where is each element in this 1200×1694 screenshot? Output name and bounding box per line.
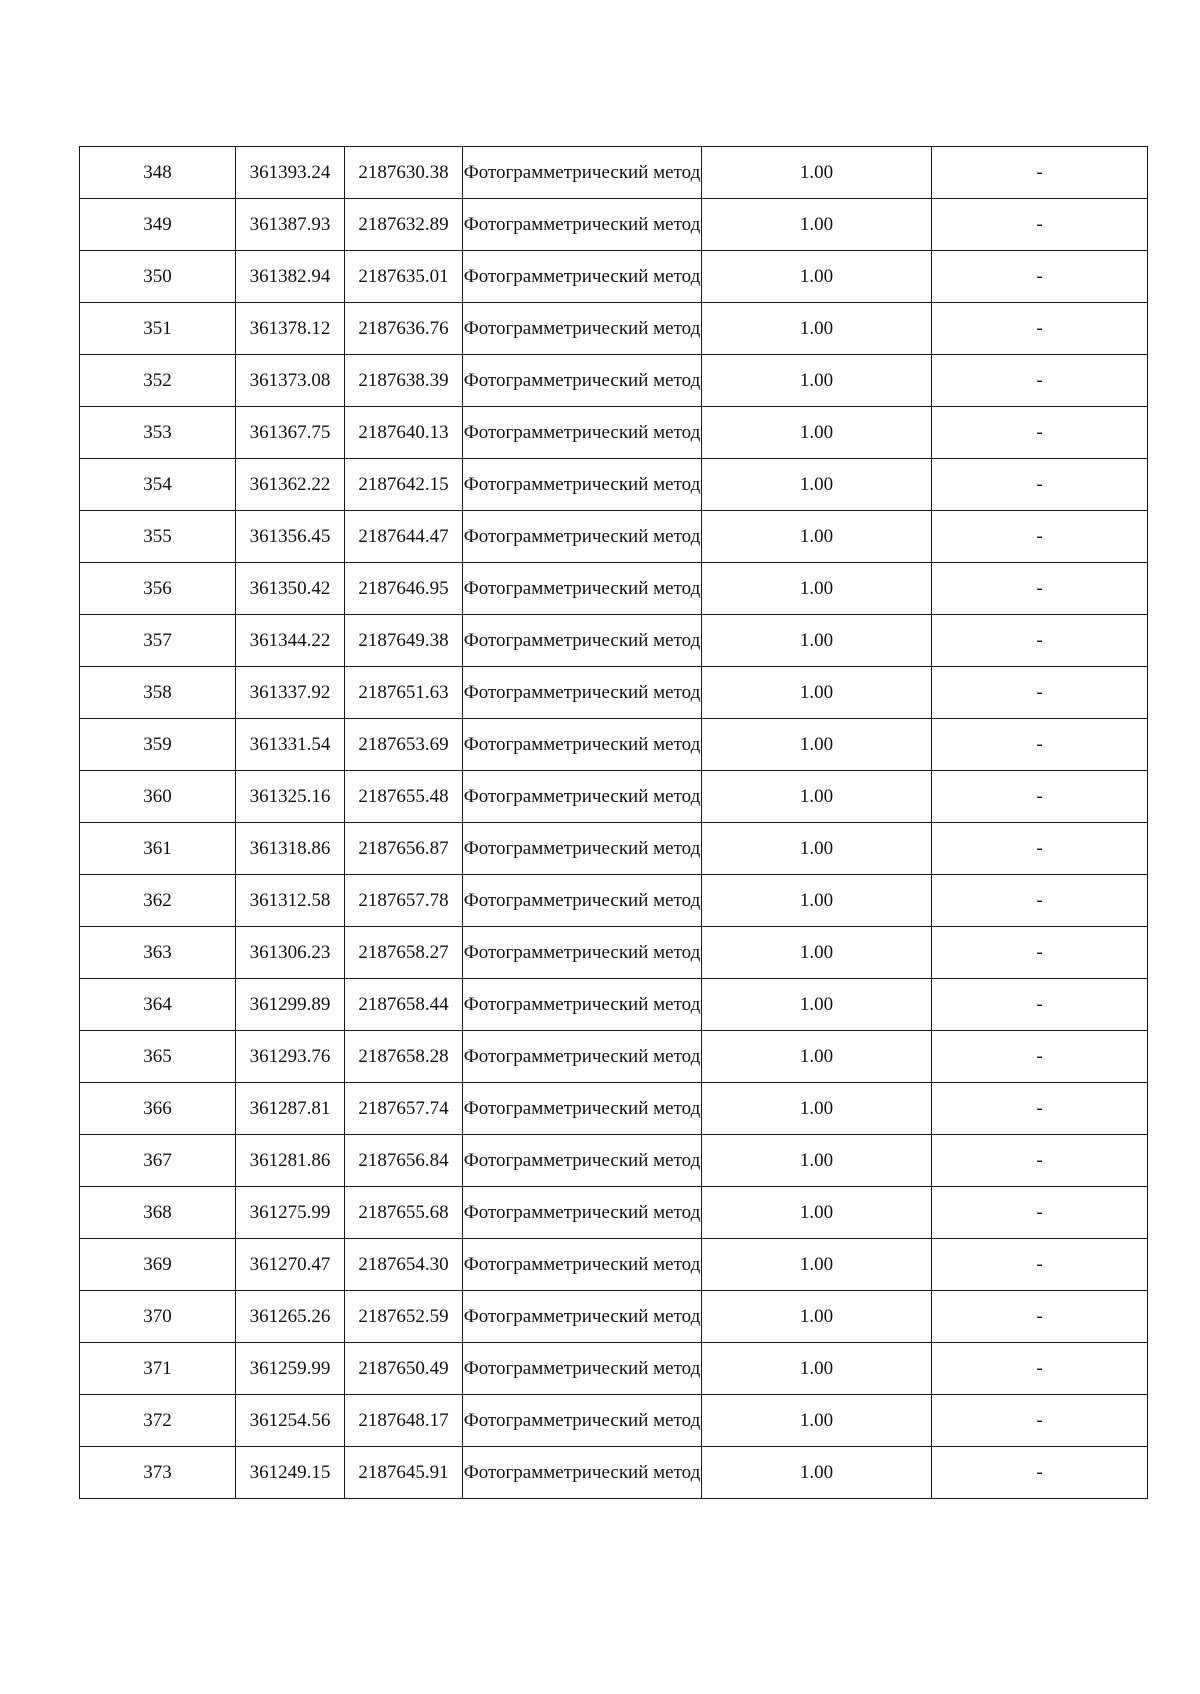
note-cell: - bbox=[932, 303, 1148, 355]
point-number-cell: 367 bbox=[80, 1135, 236, 1187]
method-cell: Фотограмметрический метод bbox=[463, 927, 702, 979]
note-cell: - bbox=[932, 563, 1148, 615]
table-row bbox=[80, 1239, 1148, 1291]
y-coordinate-cell: 2187642.15 bbox=[345, 459, 463, 511]
y-coordinate-cell: 2187655.68 bbox=[345, 1187, 463, 1239]
x-coordinate-cell: 361337.92 bbox=[236, 667, 345, 719]
x-coordinate-cell: 361393.24 bbox=[236, 147, 345, 199]
x-coordinate-cell: 361367.75 bbox=[236, 407, 345, 459]
method-cell: Фотограмметрический метод bbox=[463, 979, 702, 1031]
accuracy-cell: 1.00 bbox=[702, 771, 932, 823]
accuracy-cell: 1.00 bbox=[702, 823, 932, 875]
method-cell: Фотограмметрический метод bbox=[463, 1083, 702, 1135]
x-coordinate-cell: 361318.86 bbox=[236, 823, 345, 875]
x-coordinate-cell: 361299.89 bbox=[236, 979, 345, 1031]
method-cell: Фотограмметрический метод bbox=[463, 563, 702, 615]
method-cell: Фотограмметрический метод bbox=[463, 1187, 702, 1239]
note-cell: - bbox=[932, 771, 1148, 823]
table-row bbox=[80, 1083, 1148, 1135]
method-cell: Фотограмметрический метод bbox=[463, 511, 702, 563]
point-number-cell: 351 bbox=[80, 303, 236, 355]
note-cell: - bbox=[932, 979, 1148, 1031]
y-coordinate-cell: 2187656.84 bbox=[345, 1135, 463, 1187]
accuracy-cell: 1.00 bbox=[702, 875, 932, 927]
note-cell: - bbox=[932, 1395, 1148, 1447]
x-coordinate-cell: 361270.47 bbox=[236, 1239, 345, 1291]
point-number-cell: 361 bbox=[80, 823, 236, 875]
point-number-cell: 350 bbox=[80, 251, 236, 303]
point-number-cell: 365 bbox=[80, 1031, 236, 1083]
table-row bbox=[80, 927, 1148, 979]
y-coordinate-cell: 2187653.69 bbox=[345, 719, 463, 771]
note-cell: - bbox=[932, 511, 1148, 563]
x-coordinate-cell: 361249.15 bbox=[236, 1447, 345, 1499]
x-coordinate-cell: 361265.26 bbox=[236, 1291, 345, 1343]
accuracy-cell: 1.00 bbox=[702, 1187, 932, 1239]
note-cell: - bbox=[932, 251, 1148, 303]
y-coordinate-cell: 2187657.74 bbox=[345, 1083, 463, 1135]
point-number-cell: 373 bbox=[80, 1447, 236, 1499]
accuracy-cell: 1.00 bbox=[702, 979, 932, 1031]
x-coordinate-cell: 361378.12 bbox=[236, 303, 345, 355]
coordinates-table-body bbox=[80, 147, 1148, 1499]
note-cell: - bbox=[932, 823, 1148, 875]
method-cell: Фотограмметрический метод bbox=[463, 147, 702, 199]
method-cell: Фотограмметрический метод bbox=[463, 875, 702, 927]
accuracy-cell: 1.00 bbox=[702, 303, 932, 355]
y-coordinate-cell: 2187648.17 bbox=[345, 1395, 463, 1447]
accuracy-cell: 1.00 bbox=[702, 355, 932, 407]
method-cell: Фотограмметрический метод bbox=[463, 823, 702, 875]
y-coordinate-cell: 2187658.27 bbox=[345, 927, 463, 979]
table-row bbox=[80, 615, 1148, 667]
note-cell: - bbox=[932, 615, 1148, 667]
note-cell: - bbox=[932, 199, 1148, 251]
method-cell: Фотограмметрический метод bbox=[463, 251, 702, 303]
x-coordinate-cell: 361275.99 bbox=[236, 1187, 345, 1239]
table-row bbox=[80, 511, 1148, 563]
note-cell: - bbox=[932, 355, 1148, 407]
x-coordinate-cell: 361382.94 bbox=[236, 251, 345, 303]
point-number-cell: 352 bbox=[80, 355, 236, 407]
y-coordinate-cell: 2187657.78 bbox=[345, 875, 463, 927]
note-cell: - bbox=[932, 147, 1148, 199]
x-coordinate-cell: 361331.54 bbox=[236, 719, 345, 771]
table-row bbox=[80, 251, 1148, 303]
x-coordinate-cell: 361362.22 bbox=[236, 459, 345, 511]
accuracy-cell: 1.00 bbox=[702, 1343, 932, 1395]
accuracy-cell: 1.00 bbox=[702, 1291, 932, 1343]
accuracy-cell: 1.00 bbox=[702, 1447, 932, 1499]
y-coordinate-cell: 2187630.38 bbox=[345, 147, 463, 199]
y-coordinate-cell: 2187651.63 bbox=[345, 667, 463, 719]
x-coordinate-cell: 361293.76 bbox=[236, 1031, 345, 1083]
table-row bbox=[80, 1395, 1148, 1447]
accuracy-cell: 1.00 bbox=[702, 667, 932, 719]
coordinates-table bbox=[79, 146, 1148, 1499]
method-cell: Фотограмметрический метод bbox=[463, 719, 702, 771]
x-coordinate-cell: 361312.58 bbox=[236, 875, 345, 927]
accuracy-cell: 1.00 bbox=[702, 563, 932, 615]
method-cell: Фотограмметрический метод bbox=[463, 1239, 702, 1291]
table-row bbox=[80, 719, 1148, 771]
point-number-cell: 353 bbox=[80, 407, 236, 459]
accuracy-cell: 1.00 bbox=[702, 251, 932, 303]
table-row bbox=[80, 823, 1148, 875]
note-cell: - bbox=[932, 667, 1148, 719]
method-cell: Фотограмметрический метод bbox=[463, 1395, 702, 1447]
x-coordinate-cell: 361254.56 bbox=[236, 1395, 345, 1447]
table-row bbox=[80, 147, 1148, 199]
point-number-cell: 371 bbox=[80, 1343, 236, 1395]
method-cell: Фотограмметрический метод bbox=[463, 459, 702, 511]
method-cell: Фотограмметрический метод bbox=[463, 1447, 702, 1499]
x-coordinate-cell: 361281.86 bbox=[236, 1135, 345, 1187]
y-coordinate-cell: 2187658.28 bbox=[345, 1031, 463, 1083]
accuracy-cell: 1.00 bbox=[702, 199, 932, 251]
point-number-cell: 359 bbox=[80, 719, 236, 771]
point-number-cell: 357 bbox=[80, 615, 236, 667]
table-row bbox=[80, 199, 1148, 251]
accuracy-cell: 1.00 bbox=[702, 1083, 932, 1135]
table-row bbox=[80, 459, 1148, 511]
table-row bbox=[80, 1187, 1148, 1239]
table-row bbox=[80, 1031, 1148, 1083]
accuracy-cell: 1.00 bbox=[702, 147, 932, 199]
y-coordinate-cell: 2187636.76 bbox=[345, 303, 463, 355]
table-row bbox=[80, 1135, 1148, 1187]
y-coordinate-cell: 2187652.59 bbox=[345, 1291, 463, 1343]
point-number-cell: 356 bbox=[80, 563, 236, 615]
table-row bbox=[80, 1291, 1148, 1343]
y-coordinate-cell: 2187658.44 bbox=[345, 979, 463, 1031]
accuracy-cell: 1.00 bbox=[702, 511, 932, 563]
table-row bbox=[80, 407, 1148, 459]
point-number-cell: 348 bbox=[80, 147, 236, 199]
y-coordinate-cell: 2187654.30 bbox=[345, 1239, 463, 1291]
y-coordinate-cell: 2187632.89 bbox=[345, 199, 463, 251]
accuracy-cell: 1.00 bbox=[702, 1239, 932, 1291]
x-coordinate-cell: 361325.16 bbox=[236, 771, 345, 823]
table-row bbox=[80, 667, 1148, 719]
y-coordinate-cell: 2187646.95 bbox=[345, 563, 463, 615]
method-cell: Фотограмметрический метод bbox=[463, 407, 702, 459]
note-cell: - bbox=[932, 459, 1148, 511]
table-row bbox=[80, 979, 1148, 1031]
point-number-cell: 372 bbox=[80, 1395, 236, 1447]
table-row bbox=[80, 1447, 1148, 1499]
note-cell: - bbox=[932, 1343, 1148, 1395]
table-row bbox=[80, 355, 1148, 407]
point-number-cell: 360 bbox=[80, 771, 236, 823]
y-coordinate-cell: 2187644.47 bbox=[345, 511, 463, 563]
table-row bbox=[80, 771, 1148, 823]
note-cell: - bbox=[932, 1187, 1148, 1239]
method-cell: Фотограмметрический метод bbox=[463, 199, 702, 251]
point-number-cell: 368 bbox=[80, 1187, 236, 1239]
method-cell: Фотограмметрический метод bbox=[463, 667, 702, 719]
note-cell: - bbox=[932, 1239, 1148, 1291]
y-coordinate-cell: 2187656.87 bbox=[345, 823, 463, 875]
accuracy-cell: 1.00 bbox=[702, 1135, 932, 1187]
y-coordinate-cell: 2187650.49 bbox=[345, 1343, 463, 1395]
accuracy-cell: 1.00 bbox=[702, 927, 932, 979]
x-coordinate-cell: 361373.08 bbox=[236, 355, 345, 407]
x-coordinate-cell: 361287.81 bbox=[236, 1083, 345, 1135]
y-coordinate-cell: 2187655.48 bbox=[345, 771, 463, 823]
table-row bbox=[80, 875, 1148, 927]
y-coordinate-cell: 2187640.13 bbox=[345, 407, 463, 459]
x-coordinate-cell: 361356.45 bbox=[236, 511, 345, 563]
table-row bbox=[80, 303, 1148, 355]
note-cell: - bbox=[932, 1291, 1148, 1343]
y-coordinate-cell: 2187638.39 bbox=[345, 355, 463, 407]
note-cell: - bbox=[932, 719, 1148, 771]
accuracy-cell: 1.00 bbox=[702, 719, 932, 771]
accuracy-cell: 1.00 bbox=[702, 407, 932, 459]
method-cell: Фотограмметрический метод bbox=[463, 1135, 702, 1187]
note-cell: - bbox=[932, 875, 1148, 927]
note-cell: - bbox=[932, 407, 1148, 459]
point-number-cell: 362 bbox=[80, 875, 236, 927]
x-coordinate-cell: 361387.93 bbox=[236, 199, 345, 251]
point-number-cell: 349 bbox=[80, 199, 236, 251]
y-coordinate-cell: 2187635.01 bbox=[345, 251, 463, 303]
point-number-cell: 364 bbox=[80, 979, 236, 1031]
method-cell: Фотограмметрический метод bbox=[463, 303, 702, 355]
x-coordinate-cell: 361344.22 bbox=[236, 615, 345, 667]
table-row bbox=[80, 1343, 1148, 1395]
point-number-cell: 358 bbox=[80, 667, 236, 719]
y-coordinate-cell: 2187649.38 bbox=[345, 615, 463, 667]
x-coordinate-cell: 361259.99 bbox=[236, 1343, 345, 1395]
x-coordinate-cell: 361350.42 bbox=[236, 563, 345, 615]
point-number-cell: 363 bbox=[80, 927, 236, 979]
method-cell: Фотограмметрический метод bbox=[463, 1031, 702, 1083]
point-number-cell: 370 bbox=[80, 1291, 236, 1343]
note-cell: - bbox=[932, 1135, 1148, 1187]
method-cell: Фотограмметрический метод bbox=[463, 355, 702, 407]
y-coordinate-cell: 2187645.91 bbox=[345, 1447, 463, 1499]
point-number-cell: 354 bbox=[80, 459, 236, 511]
method-cell: Фотограмметрический метод bbox=[463, 615, 702, 667]
method-cell: Фотограмметрический метод bbox=[463, 1343, 702, 1395]
point-number-cell: 366 bbox=[80, 1083, 236, 1135]
point-number-cell: 369 bbox=[80, 1239, 236, 1291]
method-cell: Фотограмметрический метод bbox=[463, 1291, 702, 1343]
point-number-cell: 355 bbox=[80, 511, 236, 563]
accuracy-cell: 1.00 bbox=[702, 1395, 932, 1447]
note-cell: - bbox=[932, 1447, 1148, 1499]
note-cell: - bbox=[932, 1031, 1148, 1083]
table-row bbox=[80, 563, 1148, 615]
note-cell: - bbox=[932, 1083, 1148, 1135]
accuracy-cell: 1.00 bbox=[702, 1031, 932, 1083]
note-cell: - bbox=[932, 927, 1148, 979]
x-coordinate-cell: 361306.23 bbox=[236, 927, 345, 979]
accuracy-cell: 1.00 bbox=[702, 459, 932, 511]
method-cell: Фотограмметрический метод bbox=[463, 771, 702, 823]
accuracy-cell: 1.00 bbox=[702, 615, 932, 667]
